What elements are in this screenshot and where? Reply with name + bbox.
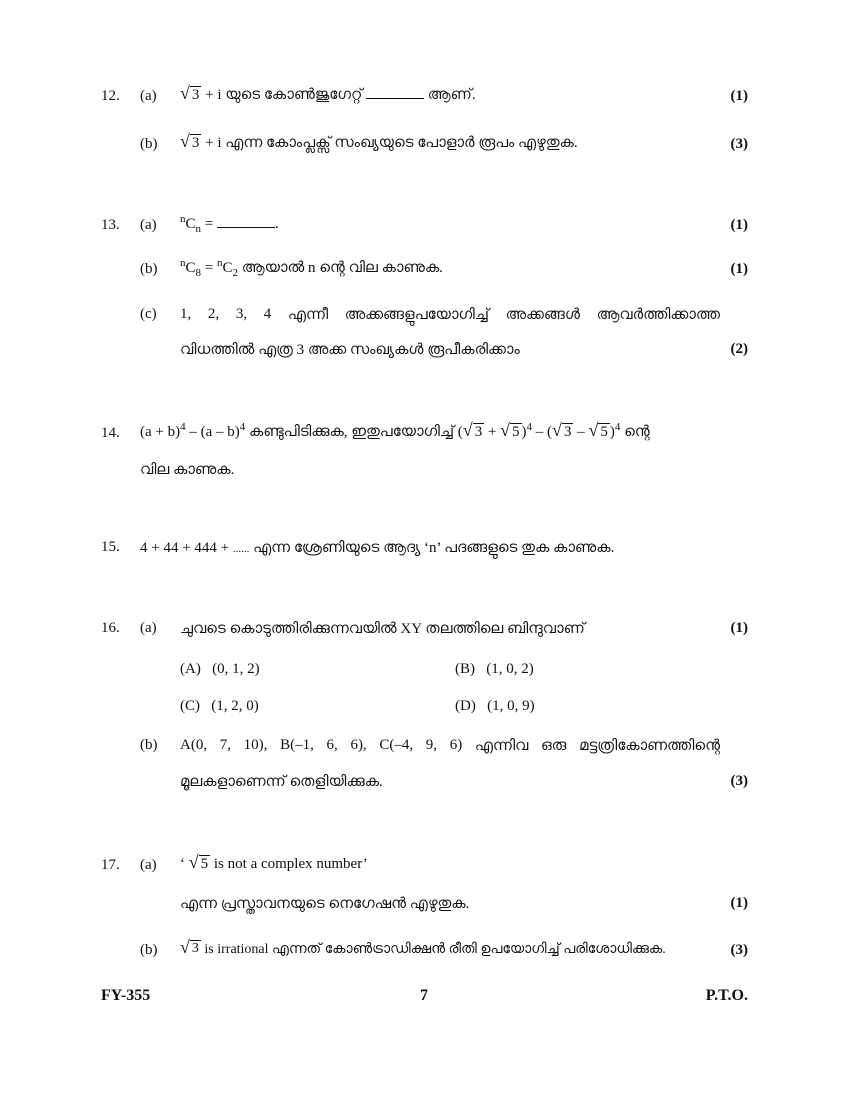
- sqrt-symbol: √ 3: [180, 83, 200, 103]
- q17a-line1: ‘ √ 5 is not a complex number’: [180, 852, 368, 872]
- q17b-text: √ 3 is irrational എന്നത് കോൺട്രാഡിക്ഷൻ രീതി ഉപയോഗിച്ച് പരിശോധിക്കുക.: [180, 937, 666, 957]
- q16-number: 16.: [101, 620, 120, 636]
- q13c-label: (c): [140, 306, 157, 322]
- q13a-label: (a): [140, 217, 157, 233]
- q16a-text: ചുവടെ കൊടുത്തിരിക്കുന്നവയിൽ XY തലത്തിലെ ബിന്ദുവാണ്: [180, 621, 585, 637]
- q12a-label: (a): [140, 88, 157, 104]
- option-b: (B) (1, 0, 2): [455, 661, 534, 677]
- q13c-line1: 1, 2, 3, 4 എന്നീ അക്കങ്ങളുപയോഗിച്ച് അക്കങ്ങൾ ആവർത്തിക്കാത്ത: [180, 306, 720, 323]
- paper-code: FY-355: [101, 987, 151, 1004]
- q13b-label: (b): [140, 261, 158, 277]
- q12b-marks: (3): [730, 136, 748, 152]
- q13c-marks: (2): [730, 341, 748, 357]
- option-c: (C) (1, 2, 0): [180, 698, 259, 714]
- q16b-label: (b): [140, 737, 158, 753]
- q14-number: 14.: [101, 425, 120, 441]
- q13b-text: $^nC_8 = ^nC_2$ ആയാൽ n ന്റെ വില കാണുക.: [180, 257, 443, 279]
- sqrt-symbol: √ 3: [462, 420, 483, 440]
- q13c-line2: വിധത്തിൽ എത്ര 3 അക്ക സംഖ്യകൾ രൂപീകരിക്കാം: [180, 342, 520, 358]
- q15-number: 15.: [101, 539, 120, 555]
- q17b-label: (b): [140, 942, 158, 958]
- q15-text: 4 + 44 + 444 + ...... എന്ന ശ്രേണിയുടെ ആദ്യ ‘n’ പദങ്ങളുടെ തുക കാണുക.: [140, 540, 615, 556]
- option-a: (A) (0, 1, 2): [180, 661, 260, 677]
- sqrt-symbol: √ 5: [188, 852, 209, 872]
- q16a-marks: (1): [730, 620, 748, 636]
- sqrt-symbol: √ 3: [552, 420, 572, 440]
- q14-line1: $(a + b)^4 - (a - b)^4$ കണ്ടുപിടിക്കുക, ഇതുപയോഗിച്ച് ( √ 3 + √ 5 )$^4$ – ( √ 3 – √ 5 )$^4$ ന്റെ: [140, 420, 650, 440]
- q12a-text: √ 3 + i യുടെ കോൺജുഗേറ്റ് ആണ്.: [180, 83, 476, 103]
- pto-label: P.T.O.: [705, 987, 748, 1004]
- sqrt-symbol: √ 5: [500, 420, 520, 440]
- q13a-text: $^nC_n$ = .: [180, 213, 279, 235]
- q17a-line2: എന്ന പ്രസ്താവനയുടെ നെഗേഷൻ എഴുതുക.: [180, 896, 470, 912]
- q17a-label: (a): [140, 857, 157, 873]
- option-d: (D) (1, 0, 9): [455, 698, 535, 714]
- q16b-line1: A(0, 7, 10), B(–1, 6, 6), C(–4, 9, 6) എന്നിവ ഒരു മട്ടത്രികോണത്തിന്റെ: [180, 737, 720, 754]
- q13-number: 13.: [101, 217, 120, 233]
- q12b-label: (b): [140, 136, 158, 152]
- fill-blank: [366, 86, 424, 99]
- q16a-label: (a): [140, 620, 157, 636]
- q12-number: 12.: [101, 88, 120, 104]
- q12a-marks: (1): [730, 88, 748, 104]
- q17-number: 17.: [101, 857, 120, 873]
- page-number: 7: [420, 987, 428, 1004]
- q17b-marks: (3): [730, 942, 748, 958]
- q14-line2: വില കാണുക.: [140, 462, 235, 478]
- q13a-marks: (1): [730, 217, 748, 233]
- q16b-marks: (3): [730, 773, 748, 789]
- q13b-marks: (1): [730, 261, 748, 277]
- fill-blank: [217, 215, 275, 228]
- sqrt-symbol: √ 5: [588, 420, 608, 440]
- q16b-line2: മൂലകളാണെന്ന് തെളിയിക്കുക.: [180, 774, 383, 790]
- sqrt-symbol: √ 3: [180, 937, 199, 957]
- q17a-marks: (1): [730, 895, 748, 911]
- sqrt-symbol: √ 3: [180, 131, 200, 151]
- q12b-text: √ 3 + i എന്ന കോംപ്ലക്സ് സംഖ്യയുടെ പോളാർ രൂപം എഴുതുക.: [180, 131, 578, 151]
